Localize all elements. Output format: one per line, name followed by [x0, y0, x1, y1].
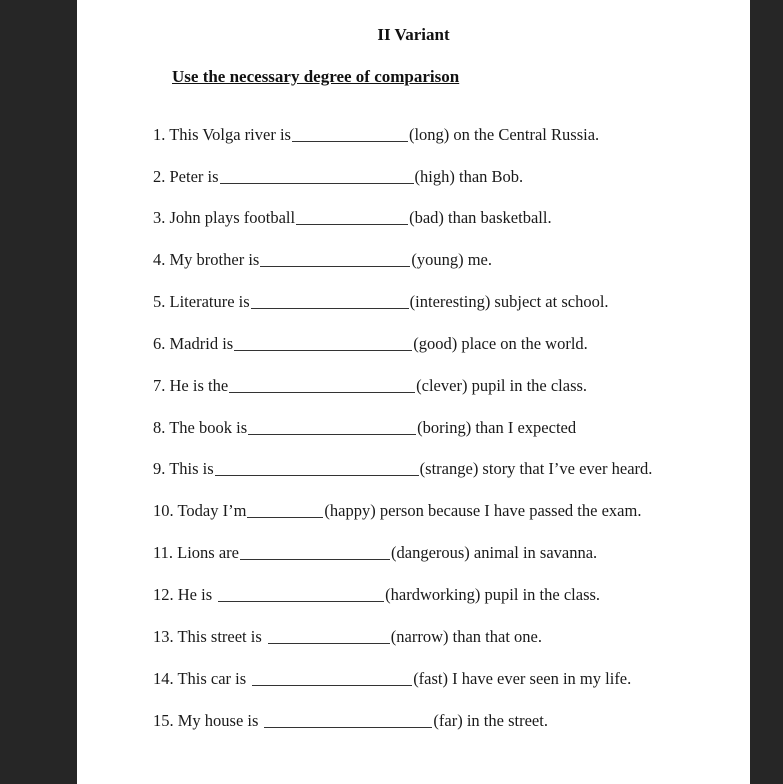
- answer-blank[interactable]: [252, 684, 412, 686]
- item-prefix: 1. This Volga river is: [153, 125, 291, 144]
- item-prefix: 6. Madrid is: [153, 334, 234, 353]
- item-hint: (young) me.: [411, 250, 492, 269]
- exercise-item: [153, 585, 600, 605]
- answer-blank[interactable]: [240, 558, 390, 560]
- instruction-heading: Use the necessary degree of comparison: [172, 67, 460, 86]
- item-prefix: 3. John plays football: [153, 208, 296, 227]
- answer-blank[interactable]: [292, 140, 408, 142]
- item-prefix: 4. My brother is: [153, 250, 260, 269]
- exercise-item: [153, 418, 576, 438]
- answer-blank[interactable]: [260, 265, 410, 267]
- exercise-item: [153, 208, 552, 228]
- exercise-item: [153, 543, 597, 563]
- item-hint: (boring) than I expected: [417, 418, 577, 437]
- item-prefix: 5. Literature is: [153, 292, 250, 311]
- item-prefix: 9. This is: [153, 459, 214, 478]
- answer-blank[interactable]: [296, 223, 408, 225]
- page-title: II Variant: [377, 25, 450, 44]
- exercise-item: [153, 459, 652, 479]
- answer-blank[interactable]: [264, 726, 432, 728]
- item-hint: (far) in the street.: [433, 711, 548, 730]
- item-hint: (narrow) than that one.: [390, 627, 542, 646]
- exercise-item: [153, 501, 641, 521]
- item-hint: (clever) pupil in the class.: [416, 376, 588, 395]
- item-prefix: 2. Peter is: [153, 167, 219, 186]
- item-hint: (dangerous) animal in savanna.: [391, 543, 598, 562]
- exercise-item: [153, 669, 631, 689]
- answer-blank[interactable]: [220, 182, 414, 184]
- answer-blank[interactable]: [215, 474, 419, 476]
- exercise-item: [153, 627, 542, 647]
- item-prefix: 15. My house is: [153, 711, 259, 730]
- exercise-item: [153, 167, 523, 187]
- item-hint: (happy) person because I have passed the exam.: [324, 501, 642, 520]
- answer-blank[interactable]: [251, 307, 409, 309]
- answer-blank[interactable]: [229, 391, 415, 393]
- answer-blank[interactable]: [218, 600, 384, 602]
- item-prefix: 10. Today I’m: [153, 501, 247, 520]
- item-hint: (long) on the Central Russia.: [408, 125, 600, 144]
- item-hint: (bad) than basketball.: [409, 208, 552, 227]
- exercise-item: [153, 125, 599, 145]
- exercise-item: [153, 292, 609, 312]
- item-hint: (strange) story that I’ve ever heard.: [419, 459, 653, 478]
- item-hint: (high) than Bob.: [414, 167, 524, 186]
- item-prefix: 7. He is the: [153, 376, 229, 395]
- item-hint: (fast) I have ever seen in my life.: [413, 669, 632, 688]
- answer-blank[interactable]: [248, 433, 416, 435]
- item-hint: (interesting) subject at school.: [409, 292, 609, 311]
- exercise-item: [153, 250, 492, 270]
- answer-blank[interactable]: [268, 642, 390, 644]
- exercise-item: [153, 376, 587, 396]
- worksheet-page: [77, 0, 750, 784]
- item-prefix: 8. The book is: [153, 418, 248, 437]
- item-hint: (hardworking) pupil in the class.: [385, 585, 601, 604]
- exercise-item: [153, 711, 548, 731]
- item-prefix: 13. This street is: [153, 627, 262, 646]
- exercise-item: [153, 334, 588, 354]
- item-prefix: 11. Lions are: [153, 543, 239, 562]
- answer-blank[interactable]: [234, 349, 412, 351]
- answer-blank[interactable]: [247, 516, 323, 518]
- item-prefix: 12. He is: [153, 585, 213, 604]
- item-hint: (good) place on the world.: [413, 334, 588, 353]
- item-prefix: 14. This car is: [153, 669, 247, 688]
